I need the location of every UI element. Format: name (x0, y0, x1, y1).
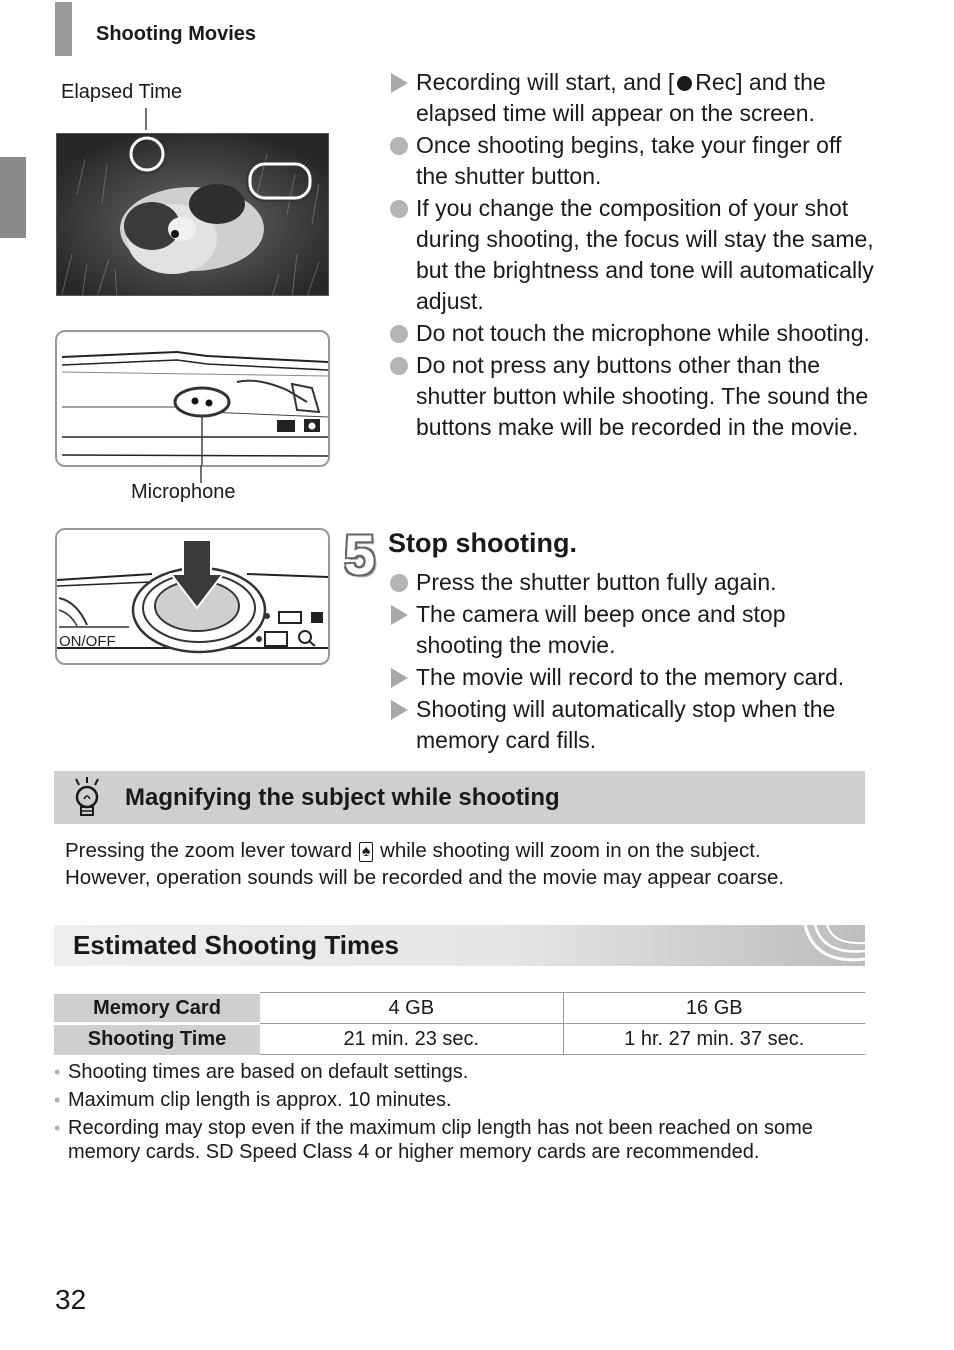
section-header-title: Shooting Movies (96, 23, 256, 45)
list-item: Shooting will automatically stop when the memory card fills. (387, 694, 877, 756)
tip-body: Pressing the zoom lever toward ♠ while shooting will zoom in on the subject. However, operation sounds will be recorded and the movie may appear coarse. (65, 839, 785, 889)
list-item: The movie will record to the memory card. (387, 662, 877, 693)
onoff-label: ON/OFF (59, 633, 116, 650)
dot-marker-icon (389, 193, 411, 224)
row-header: Shooting Time (54, 1024, 260, 1055)
stop-shooting-list (387, 567, 877, 757)
list-item: Press the shutter button fully again. (387, 567, 877, 598)
step-title: Stop shooting. (388, 528, 577, 558)
recording-notes-list (387, 67, 877, 444)
tip-title: Magnifying the subject while shooting (125, 784, 560, 811)
tip-header (54, 771, 865, 824)
camera-top-microphone-figure (55, 330, 330, 467)
record-dot-icon (677, 76, 692, 91)
header-accent-bar (55, 2, 72, 56)
table-row (54, 1024, 865, 1055)
section-title: Estimated Shooting Times (73, 930, 400, 960)
page-number: 32 (55, 1284, 87, 1315)
section-header (54, 925, 865, 966)
table-cell: 1 hr. 27 min. 37 sec. (563, 1024, 865, 1055)
list-item: Recording will start, and [ Rec] and the elapsed time will appear on the screen. (387, 67, 877, 129)
lightbulb-icon (70, 777, 104, 819)
row-header: Memory Card (54, 993, 260, 1024)
shutter-button-figure (55, 528, 330, 665)
elapsed-time-label: Elapsed Time (61, 81, 183, 103)
list-item: If you change the composition of your shot during shooting, the focus will stay the same, but the brightness and tone will automatically adjust. (387, 193, 877, 317)
list-item: Do not press any buttons other than the shutter button while shooting. The sound the buttons make will be recorded in the movie. (387, 350, 877, 443)
microphone-label: Microphone (131, 481, 236, 503)
list-item: Do not touch the microphone while shooting. (387, 318, 877, 349)
table-row (54, 993, 865, 1024)
table-cell: 16 GB (563, 993, 865, 1024)
triangle-marker-icon (389, 67, 411, 98)
list-item: Once shooting begins, take your finger off the shutter button. (387, 130, 877, 192)
dot-marker-icon (389, 567, 411, 598)
step-number: 5 (344, 523, 376, 586)
triangle-marker-icon (389, 662, 411, 693)
table-cell: 21 min. 23 sec. (260, 1024, 563, 1055)
shooting-times-table (54, 991, 865, 1055)
list-item: • Maximum clip length is approx. 10 minutes. (54, 1088, 865, 1112)
list-item: • Shooting times are based on default settings. (54, 1060, 865, 1084)
elapsed-pointer-line (120, 100, 180, 140)
decorative-swirl-icon (795, 925, 865, 966)
list-item: The camera will beep once and stop shooting the movie. (387, 599, 877, 661)
footnotes-list (54, 1060, 865, 1168)
list-item: • Recording may stop even if the maximum clip length has not been reached on some memory cards. SD Speed Class 4 or higher memory cards are recommended. (54, 1116, 865, 1164)
dot-marker-icon (389, 318, 411, 349)
triangle-marker-icon (389, 599, 411, 630)
dot-marker-icon (389, 350, 411, 381)
movie-screen-photo (56, 133, 329, 296)
table-cell: 4 GB (260, 993, 563, 1024)
dot-marker-icon (389, 130, 411, 161)
triangle-marker-icon (389, 694, 411, 725)
chapter-tab (0, 157, 26, 238)
telephoto-icon: ♠ (359, 842, 374, 862)
